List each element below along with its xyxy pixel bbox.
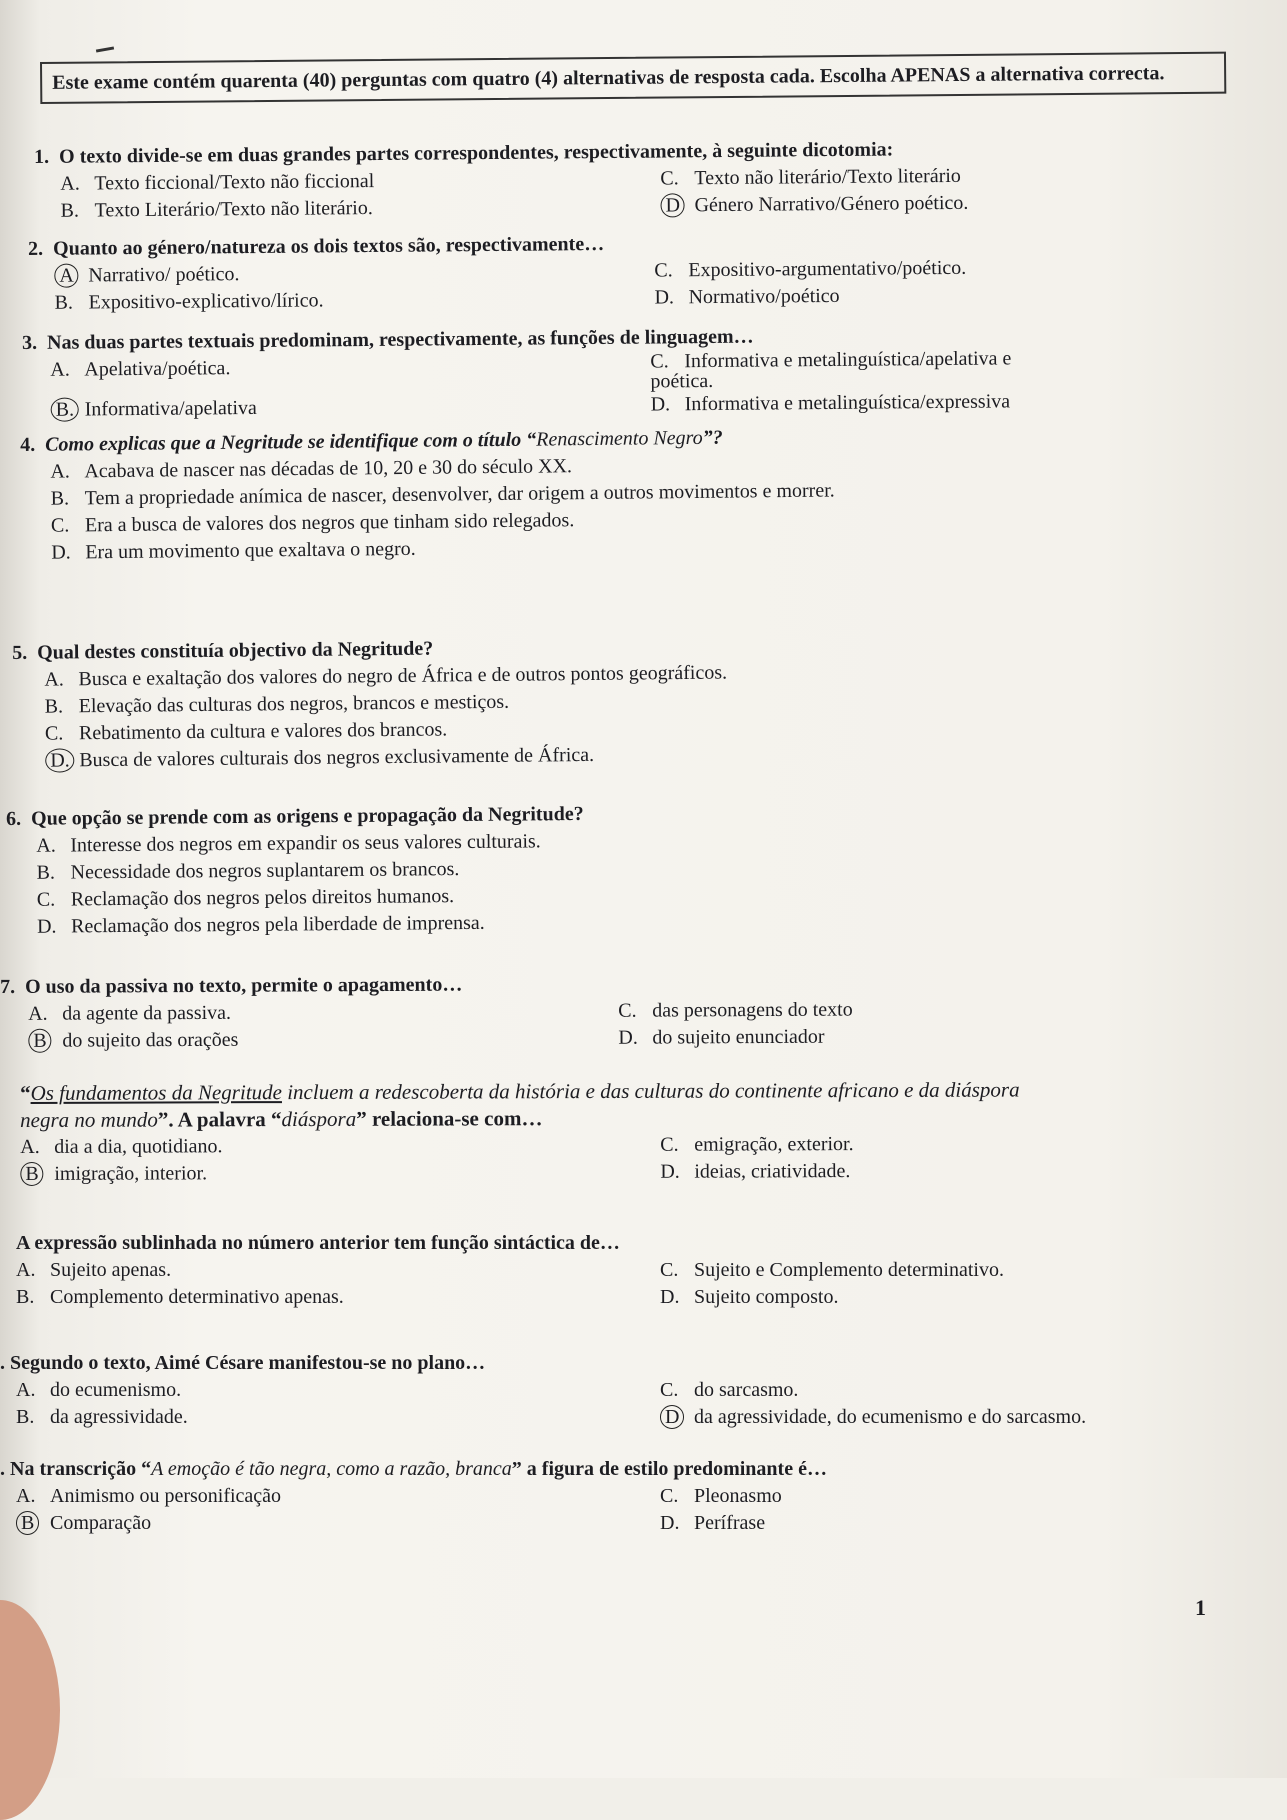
option-d-selected[interactable]: D da agressividade, do ecumenismo e do sarcasmo. <box>660 1404 1240 1431</box>
instructions-box: Este exame contém quarenta (40) perguntas com quatro (4) alternativas de resposta cada. Escolha APENAS a alternativa correcta. <box>40 52 1226 104</box>
option-a[interactable]: A. Texto ficcional/Texto não ficcional <box>60 170 375 195</box>
question-stem: O texto divide-se em duas grandes partes correspondentes, respectivamente, à seguinte dicotomia: <box>59 138 894 168</box>
question-number: 5. <box>12 641 28 664</box>
option-d-selected[interactable]: D. Busca de valores culturais dos negros exclusivamente de África. <box>45 736 1173 775</box>
option-b[interactable]: B. Necessidade dos negros suplantarem os brancos. <box>36 858 460 884</box>
option-b[interactable]: B. Expositivo-explicativo/lírico. <box>54 289 324 314</box>
option-a[interactable]: A. dia a dia, quotidiano. <box>20 1135 223 1158</box>
option-a[interactable]: A. da agente da passiva. <box>28 1001 232 1025</box>
question-stem: A expressão sublinhada no número anterior tem função sintáctica de… <box>16 1232 620 1254</box>
option-c[interactable]: C. do sarcasmo. <box>660 1379 799 1401</box>
question-2 <box>28 226 1189 317</box>
question-number: 7. <box>0 975 16 998</box>
option-c[interactable]: C. Pleonasmo <box>660 1485 782 1507</box>
option-b-selected[interactable]: B do sujeito das orações <box>28 1025 618 1055</box>
option-a[interactable]: A. Sujeito apenas. <box>16 1259 172 1281</box>
option-b[interactable]: B. Tem a propriedade anímica de nascer, desenvolver, dar origem a outros movimentos e morrer. <box>50 479 835 510</box>
option-c[interactable]: C. Era a busca de valores dos negros que tinham sido relegados. <box>50 509 575 537</box>
question-11 <box>0 1456 1250 1537</box>
question-stem: O uso da passiva no texto, permite o apagamento… <box>25 973 463 998</box>
question-number: 3. <box>22 331 38 354</box>
option-c[interactable]: C. Rebatimento da cultura e valores dos brancos. <box>44 718 448 745</box>
question-5 <box>12 628 1173 775</box>
option-b[interactable]: B. Elevação das culturas dos negros, brancos e mestiços. <box>44 690 510 718</box>
question-stem: “Os fundamentos da Negritude incluem a redescoberta da história e das culturas do continente africano e da diáspora <box>20 1077 1020 1105</box>
question-stem: Segundo o texto, Aimé Césare manifestou-se no plano… <box>10 1352 486 1374</box>
question-number: 1. <box>34 145 50 168</box>
option-b[interactable]: B. da agressividade. <box>16 1406 188 1428</box>
option-d[interactable]: D. Normativo/poético <box>654 284 840 309</box>
option-a-selected[interactable]: A Narrativo/ poético. <box>54 258 654 290</box>
option-c[interactable]: C. das personagens do texto <box>618 998 853 1022</box>
question-3 <box>22 320 1183 424</box>
option-a[interactable]: A. Animismo ou personificação <box>16 1485 282 1507</box>
finger-shadow <box>0 1600 60 1820</box>
option-c[interactable]: C. Informativa e metalinguística/apelativa e poética. <box>650 347 1012 393</box>
question-stem: Qual destes constituía objectivo da Negritude? <box>37 637 434 664</box>
option-c[interactable]: C. Expositivo-argumentativo/poético. <box>654 256 967 282</box>
question-6 <box>6 796 1167 941</box>
option-b-selected[interactable]: B. Informativa/apelativa <box>51 392 651 424</box>
question-stem: Quanto ao género/natureza os dois textos são, respectivamente… <box>53 232 605 260</box>
option-d[interactable]: D. Sujeito composto. <box>660 1286 839 1308</box>
option-c[interactable]: C. emigração, exterior. <box>660 1133 854 1156</box>
option-d[interactable]: D. do sujeito enunciador <box>618 1025 825 1049</box>
option-a[interactable]: A. do ecumenismo. <box>16 1379 182 1401</box>
pen-mark <box>96 46 114 52</box>
question-10 <box>0 1350 1250 1431</box>
question-9 <box>16 1230 1256 1311</box>
option-a[interactable]: A. Interesse dos negros em expandir os seus valores culturais. <box>36 830 541 857</box>
question-stem: Nas duas partes textuais predominam, respectivamente, as funções de linguagem… <box>47 325 754 354</box>
question-8: “Os fundamentos da Negritude incluem a redescoberta da história e das culturas do continente africano e da diáspora negra no mundo”. A palavra “diáspora” relaciona-se com… A. dia a dia, quotidiano. C. emigração, exterior. B imigração, interior. D. ideias, criatividade. <box>20 1076 1260 1188</box>
option-a[interactable]: A. Apelativa/poética. <box>50 357 231 381</box>
question-number: 6. <box>6 807 22 830</box>
page-number: 1 <box>1195 1595 1206 1620</box>
option-b-selected[interactable]: B Comparação <box>16 1510 660 1537</box>
question-1 <box>34 134 1195 225</box>
question-stem: Como explicas que a Negritude se identifique com o título “Renascimento Negro”? <box>45 426 723 456</box>
question-7 <box>0 968 1160 1055</box>
question-4 <box>20 420 1181 567</box>
question-number: 4. <box>20 433 36 456</box>
option-d[interactable]: D. Era um movimento que exaltava o negro. <box>51 537 416 564</box>
option-c[interactable]: C. Sujeito e Complemento determinativo. <box>660 1259 1004 1281</box>
option-d[interactable]: D. ideias, criatividade. <box>660 1160 851 1183</box>
option-a[interactable]: A. Busca e exaltação dos valores do negro de África e de outros pontos geográficos. <box>44 661 728 691</box>
option-b[interactable]: B. Complemento determinativo apenas. <box>16 1286 344 1308</box>
option-d[interactable]: D. Perífrase <box>660 1512 766 1534</box>
option-c[interactable]: C. Texto não literário/Texto literário <box>660 164 961 190</box>
question-number: 2. <box>28 237 44 260</box>
question-number: . <box>0 1352 5 1374</box>
question-stem: . Na transcrição “A emoção é tão negra, como a razão, branca” a figura de estilo predominante é… <box>0 1458 827 1480</box>
option-d[interactable]: D. Reclamação dos negros pela liberdade de imprensa. <box>36 911 485 938</box>
option-c[interactable]: C. Reclamação dos negros pelos direitos humanos. <box>36 885 455 911</box>
option-d[interactable]: D. Informativa e metalinguística/expressiva <box>650 390 1011 416</box>
option-a[interactable]: A. Acabava de nascer nas décadas de 10, 20 e 30 do século XX. <box>50 455 573 483</box>
option-d-selected[interactable]: D Género Narrativo/Género poético. <box>660 188 1220 220</box>
question-stem: Que opção se prende com as origens e propagação da Negritude? <box>31 802 584 830</box>
option-b-selected[interactable]: B imigração, interior. <box>20 1159 660 1188</box>
option-b[interactable]: B. Texto Literário/Texto não literário. <box>60 197 373 222</box>
